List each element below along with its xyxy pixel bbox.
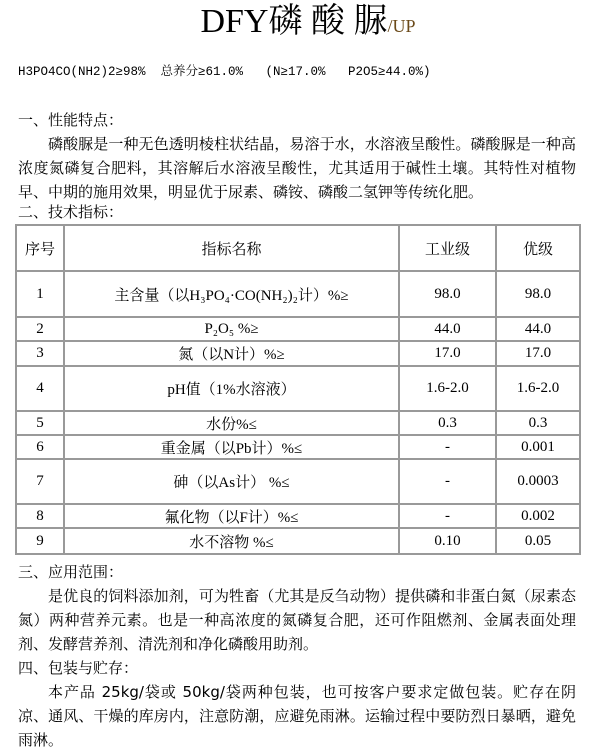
cell-no: 8 (16, 504, 64, 528)
section-heading-application: 三、应用范围： (18, 563, 124, 581)
cell-name: 氟化物（以F计）%≤ (64, 504, 399, 528)
cell-name: 氮（以N计）%≥ (64, 341, 399, 366)
cell-no: 6 (16, 435, 64, 459)
table-row (16, 504, 580, 528)
table-row (16, 317, 580, 341)
cell-premium: 98.0 (496, 271, 580, 317)
title-suffix: /UP (387, 16, 416, 36)
cell-name: pH值（1%水溶液） (64, 366, 399, 411)
section-heading-features: 一、性能特点： (18, 111, 124, 129)
features-paragraph: 磷酸脲是一种无色透明棱柱状结晶，易溶于水，水溶液呈酸性。磷酸脲是一种高浓度氮磷复合肥料，其溶解后水溶液呈酸性，尤其适用于碱性土壤。其特性对植物早、中期的施用效果，明显优于尿素、磷铵、磷酸二氢钾等传统化肥。 (18, 135, 576, 201)
section-heading-packaging: 四、包装与贮存： (18, 659, 139, 677)
cell-name: P₂O₅ %≥ (64, 317, 399, 341)
cell-premium: 0.3 (496, 411, 580, 435)
application-paragraph: 是优良的饲料添加剂，可为牲畜（尤其是反刍动物）提供磷和非蛋白氮（尿素态氮）两种营养元素。也是一种高浓度的氮磷复合肥，还可作阻燃剂、金属表面处理剂、发酵营养剂、清洗剂和净化磷酸用助剂。 (18, 587, 576, 653)
cell-premium: 1.6-2.0 (496, 366, 580, 411)
page-title (0, 0, 616, 48)
table-header-row (16, 225, 580, 271)
cell-premium: 17.0 (496, 341, 580, 366)
formula-line: H3PO4CO(NH2)2≥98% 总养分≥61.0% (N≥17.0% P2O5≥44.0%) (18, 65, 431, 79)
cell-name: 砷（以As计） %≤ (64, 459, 399, 504)
header-name: 指标名称 (64, 225, 399, 271)
cell-name: 重金属（以Pb计）%≤ (64, 435, 399, 459)
table-row (16, 341, 580, 366)
cell-no: 1 (16, 271, 64, 317)
table-row (16, 435, 580, 459)
header-no: 序号 (16, 225, 64, 271)
cell-no: 5 (16, 411, 64, 435)
cell-industrial: 0.3 (399, 411, 496, 435)
spec-table (15, 224, 581, 555)
cell-name: 水份%≤ (64, 411, 399, 435)
cell-premium: 0.0003 (496, 459, 580, 504)
packaging-paragraph: 本产品 25kg/袋或 50kg/袋两种包装，也可按客户要求定做包装。贮存在阴凉、通风、干燥的库房内，注意防潮，应避免雨淋。运输过程中要防烈日暴晒，避免雨淋。 (18, 683, 576, 749)
cell-no: 9 (16, 528, 64, 554)
cell-name: 主含量（以H₃PO₄·CO(NH₂)₂计）%≥ (64, 271, 399, 317)
cell-industrial: - (399, 459, 496, 504)
table-row (16, 528, 580, 554)
cell-industrial: 0.10 (399, 528, 496, 554)
cell-premium: 44.0 (496, 317, 580, 341)
table-row (16, 366, 580, 411)
cell-no: 4 (16, 366, 64, 411)
cell-no: 3 (16, 341, 64, 366)
cell-industrial: 98.0 (399, 271, 496, 317)
cell-no: 7 (16, 459, 64, 504)
table-row (16, 459, 580, 504)
table-row (16, 411, 580, 435)
cell-industrial: 1.6-2.0 (399, 366, 496, 411)
header-industrial: 工业级 (399, 225, 496, 271)
cell-no: 2 (16, 317, 64, 341)
title-main: DFY磷 酸 脲 (200, 3, 388, 40)
cell-premium: 0.05 (496, 528, 580, 554)
cell-premium: 0.001 (496, 435, 580, 459)
table-row (16, 271, 580, 317)
cell-name: 水不溶物 %≤ (64, 528, 399, 554)
cell-industrial: 44.0 (399, 317, 496, 341)
cell-premium: 0.002 (496, 504, 580, 528)
cell-industrial: - (399, 504, 496, 528)
cell-industrial: 17.0 (399, 341, 496, 366)
header-premium: 优级 (496, 225, 580, 271)
cell-industrial: - (399, 435, 496, 459)
section-heading-specs: 二、技术指标： (18, 203, 124, 221)
